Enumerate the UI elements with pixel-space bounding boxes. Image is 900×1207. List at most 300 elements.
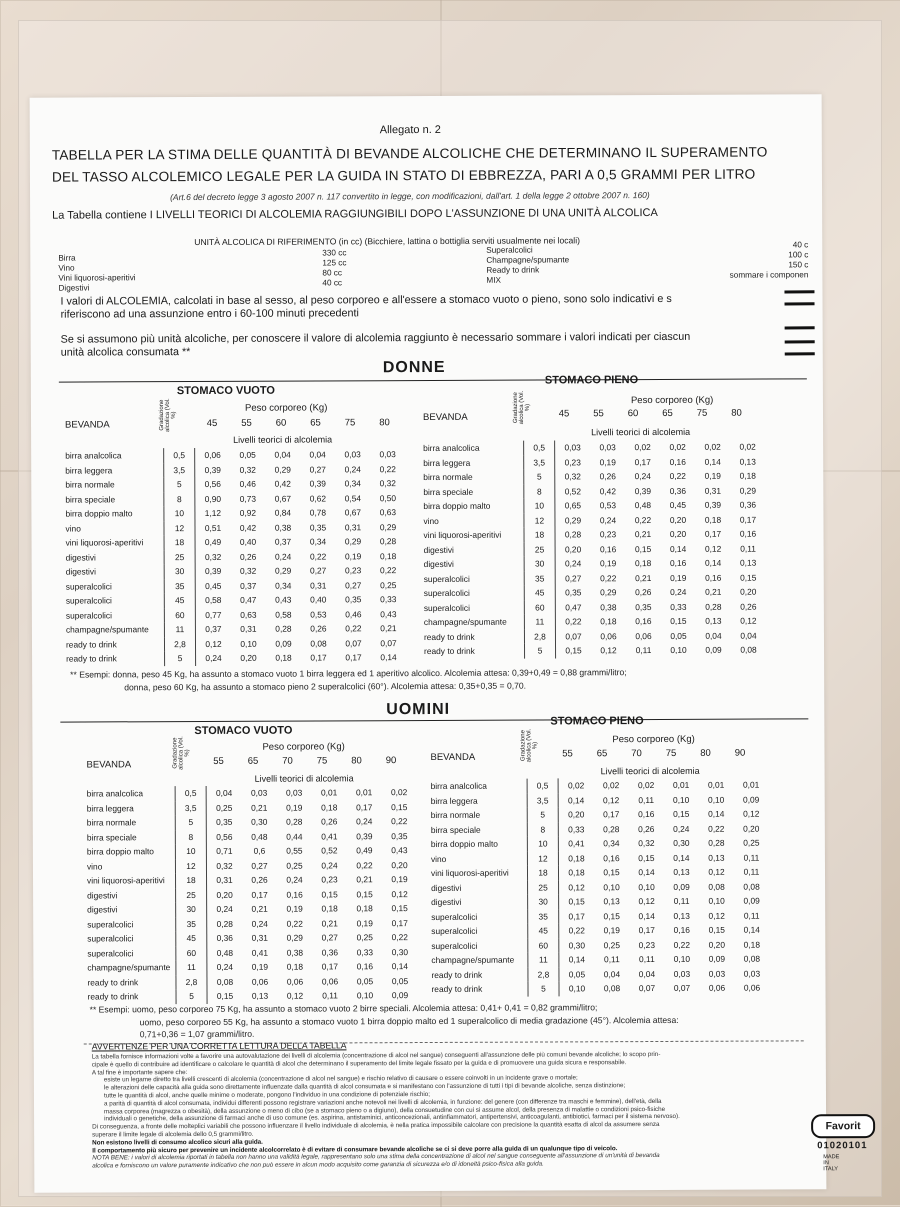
table-row [65, 462, 405, 478]
alcolemia-cell: 0,24 [286, 874, 303, 885]
alcolemia-cell: 0,03 [708, 968, 726, 979]
alcolemia-cell: 0,26 [321, 816, 338, 827]
unita-value: 100 c [788, 250, 809, 260]
weight-header: 70 [631, 748, 642, 760]
bevanda-cell: digestivi [423, 559, 454, 570]
alcolemia-cell: 0,26 [310, 623, 327, 634]
alcolemia-cell: 0,02 [669, 442, 686, 453]
alcolemia-cell: 0,35 [635, 601, 652, 612]
gradazione-cell: 3,5 [524, 455, 555, 470]
alcolemia-cell: 0,20 [669, 514, 687, 525]
alcolemia-cell: 0,21 [251, 903, 268, 915]
alcolemia-cell: 0,17 [634, 456, 651, 467]
alcolemia-cell: 0,32 [564, 471, 581, 482]
alcolemia-cell: 0,11 [743, 866, 760, 877]
alcolemia-cell: 0,10 [568, 983, 586, 994]
alcolemia-cell: 0,38 [286, 947, 304, 958]
table-row [423, 440, 765, 456]
alcolemia-cell: 0,03 [564, 442, 581, 453]
alcolemia-cell: 1,12 [204, 508, 222, 519]
alcolemia-cell: 0,12 [708, 866, 725, 878]
bevanda-cell: champagne/spumante [87, 962, 171, 973]
alcolemia-cell: 0,08 [216, 976, 234, 987]
alcolemia-cell: 0,48 [251, 831, 268, 842]
alcolemia-cell: 0,55 [286, 845, 303, 856]
alcolemia-cell: 0,11 [322, 990, 338, 1001]
alcolemia-cell: 0,14 [708, 808, 725, 820]
alcolemia-cell: 0,22 [568, 925, 585, 936]
table-row [424, 556, 766, 572]
alcolemia-cell: 0,14 [704, 557, 722, 569]
table-row [87, 945, 417, 961]
bevanda-cell: birra doppio malto [430, 838, 498, 850]
alcolemia-cell: 0,92 [239, 507, 257, 519]
alcolemia-cell: 0,19 [391, 874, 408, 885]
bevanda-cell: vino [86, 861, 103, 872]
alcolemia-cell: 0,22 [391, 816, 408, 827]
alcolemia-cell: 0,09 [708, 953, 726, 965]
table-row [87, 858, 417, 874]
alcolemia-cell: 0,10 [356, 990, 374, 1001]
uomini-example-1: ** Esempi: uomo, peso corporeo 75 Kg, ha assunto a stomaco vuoto 2 birre speciali. Alcolemia attesa: 0,41+ 0,41 = 0,82 grammi/litro; [89, 1002, 598, 1015]
alcolemia-cell: 0,49 [356, 845, 373, 856]
alcolemia-cell: 0,19 [356, 917, 373, 929]
gradazione-cell: 10 [527, 836, 558, 851]
bevanda-cell: birra leggera [430, 795, 478, 806]
avvertenze-line: alcolica e forniscono un valore puramente indicativo che non può essere in alcun modo acquisito come garanzia di sicurezza e/o di idoneità psico-fisica alla guida. [92, 1160, 544, 1170]
alcolemia-cell: 0,31 [704, 485, 722, 496]
alcolemia-cell: 0,54 [344, 493, 362, 504]
table-row [66, 650, 406, 666]
donne-pieno-table [423, 440, 766, 659]
alcolemia-cell: 0,11 [638, 794, 655, 805]
alcolemia-cell: 0,21 [321, 918, 338, 929]
alcolemia-cell: 0,29 [739, 485, 757, 496]
alcolemia-cell: 0,23 [345, 565, 362, 576]
alcolemia-cell: 0,22 [345, 623, 362, 634]
alcolemia-cell: 0,45 [205, 580, 222, 591]
alcolemia-cell: 0,18 [321, 903, 338, 914]
alcolemia-cell: 0,01 [707, 779, 725, 791]
gradazione-cell: 60 [176, 945, 207, 960]
alcolemia-cell: 0,31 [251, 932, 268, 944]
bevanda-cell: digestivi [87, 890, 118, 901]
bevanda-cell: ready to drink [423, 631, 475, 642]
donne-pieno-peso: Peso corporeo (Kg) [630, 394, 714, 407]
alcolemia-cell: 0,13 [705, 615, 722, 627]
alcolemia-cell: 0,08 [310, 638, 327, 649]
unita-name: MIX [486, 275, 501, 285]
alcolemia-cell: 0,12 [600, 645, 617, 656]
gradazione-cell: 12 [527, 851, 558, 866]
alcolemia-cell: 0,37 [205, 624, 222, 635]
alcolemia-cell: 0,34 [309, 536, 327, 547]
alcolemia-cell: 0,35 [391, 830, 408, 841]
alcolemia-cell: 0,18 [743, 939, 760, 950]
alcolemia-cell: 0,23 [321, 874, 338, 885]
alcolemia-cell: 0,29 [275, 565, 292, 576]
alcolemia-cell: 0,21 [635, 572, 652, 583]
alcolemia-cell: 0,20 [740, 586, 757, 597]
alcolemia-cell: 0,35 [345, 594, 362, 605]
alcolemia-cell: 0,03 [250, 787, 268, 799]
alcolemia-cell: 0,19 [599, 456, 616, 467]
table-row [424, 628, 766, 644]
bevanda-cell: birra speciale [65, 494, 116, 505]
alcolemia-cell: 0,67 [344, 507, 362, 518]
alcolemia-cell: 0,41 [568, 838, 585, 849]
alcolemia-cell: 0,71 [216, 846, 233, 857]
gradazione-cell: 45 [176, 931, 207, 946]
uomini-vuoto-table [87, 785, 418, 1004]
gradazione-cell: 35 [524, 571, 555, 586]
alcolemia-cell: 0,06 [321, 976, 339, 987]
alcolemia-cell: 0,15 [356, 888, 373, 900]
alcolemia-cell: 0,14 [391, 961, 409, 972]
alcolemia-cell: 0,17 [391, 917, 408, 928]
alcolemia-cell: 0,26 [599, 471, 616, 482]
favorit-logo-text: Favorit [825, 1120, 861, 1133]
uomini-vuoto-peso: Peso corporeo (Kg) [262, 741, 345, 753]
alcolemia-cell: 0,20 [568, 809, 585, 820]
donne-vuoto-label: STOMACO VUOTO [176, 384, 275, 398]
made-in-italy: MADE IN ITALY [823, 1154, 840, 1173]
alcolemia-cell: 0,43 [380, 608, 397, 619]
donne-vuoto-bevanda-header: BEVANDA [65, 419, 110, 431]
table-row [431, 865, 769, 881]
donne-example-1: ** Esempi: donna, peso 45 Kg, ha assunto a stomaco vuoto 1 birra leggera ed 1 aperitivo alcolico. Alcolemia attesa: 0,39+0,49 = 0,88 grammi/litro; [70, 667, 627, 680]
bevanda-cell: ready to drink [431, 969, 483, 980]
alcolemia-cell: 0,16 [599, 543, 617, 554]
title-line-2: DEL TASSO ALCOLEMICO LEGALE PER LA GUIDA IN STATO DI EBBREZZA, PARI A 0,5 GRAMMI PER LITRO [51, 166, 756, 185]
alcolemia-cell: 0,24 [205, 653, 222, 664]
alcolemia-cell: 0,38 [600, 601, 617, 612]
gradazione-cell: 60 [164, 608, 195, 623]
table-row [424, 599, 766, 615]
alcolemia-cell: 0,77 [205, 609, 222, 620]
gradazione-cell: 45 [524, 585, 555, 600]
alcolemia-cell: 0,18 [286, 961, 304, 972]
bevanda-cell: ready to drink [87, 991, 139, 1002]
alcolemia-cell: 0,24 [356, 816, 373, 827]
gradazione-cell: 35 [176, 916, 207, 931]
alcolemia-cell: 0,20 [391, 859, 408, 870]
gradazione-cell: 5 [175, 815, 206, 830]
bevanda-cell: birra analcolica [430, 780, 487, 792]
table-row [431, 778, 769, 794]
bevanda-cell: superalcolici [431, 911, 478, 922]
alcolemia-cell: 0,21 [380, 623, 397, 634]
table-row [431, 894, 769, 910]
gradazione-cell: 2,8 [164, 637, 195, 652]
alcolemia-cell: 0,15 [321, 889, 338, 900]
table-row [87, 901, 417, 917]
alcolemia-cell: 0,18 [568, 867, 585, 878]
alcolemia-cell: 0,12 [286, 990, 304, 1001]
unita-value: 150 c [788, 260, 809, 270]
avvertenze-line: superare il limite legale di alcolemia dello 0,5 grammi/litro. [92, 1130, 254, 1139]
alcolemia-cell: 0,39 [309, 478, 326, 489]
alcolemia-cell: 0,18 [321, 802, 338, 813]
weight-header: 60 [627, 408, 639, 420]
alcolemia-cell: 0,15 [216, 991, 234, 1002]
table-row [87, 930, 417, 946]
gradazione-cell: 5 [527, 807, 558, 822]
info-paragraph-2a: Se si assumono più unità alcoliche, per conoscere il valore di alcolemia raggiunto è necessario sommare i valori indicati per ciascun [60, 330, 691, 346]
alcolemia-cell: 0,26 [740, 601, 757, 612]
alcolemia-cell: 0,36 [739, 499, 757, 510]
alcolemia-cell: 0,04 [638, 968, 656, 979]
table-row [88, 988, 418, 1004]
alcolemia-cell: 0,02 [739, 441, 756, 452]
table-row [87, 916, 417, 932]
intro-line: La Tabella contiene I LIVELLI TEORICI DI ALCOLEMIA RAGGIUNGIBILI DOPO L'ASSUNZIONE DI UNA UNITÀ ALCOLICA [52, 206, 658, 222]
alcolemia-cell: 0,07 [673, 983, 691, 994]
alcolemia-cell: 0,07 [345, 638, 362, 649]
alcolemia-cell: 0,32 [240, 565, 257, 577]
bevanda-cell: birra speciale [423, 486, 474, 497]
uomini-vuoto-bevanda-header: BEVANDA [86, 759, 132, 771]
bevanda-cell: ready to drink [424, 646, 475, 657]
table-row [87, 785, 417, 801]
alcolemia-cell: 0,08 [743, 881, 760, 892]
avvertenze-line: esiste un legame diretto tra livelli crescenti di alcolemia (concentrazione di alcol nel sangue) e rischio relativo di causare o essere coinvolti in un incidente grave o mortale; [103, 1074, 578, 1084]
bevanda-cell: birra normale [86, 817, 137, 828]
alcolemia-cell: 0,73 [239, 493, 257, 504]
bevanda-cell: birra normale [65, 479, 115, 490]
table-row [65, 505, 405, 521]
alcolemia-cell: 0,21 [251, 802, 268, 813]
unita-name: Digestivi [58, 283, 90, 293]
alcolemia-cell: 0,26 [638, 823, 655, 834]
table-row [431, 879, 769, 895]
bevanda-cell: ready to drink [65, 639, 117, 650]
gradazione-cell: 25 [524, 542, 555, 557]
alcolemia-cell: 0,17 [251, 889, 268, 900]
gradazione-cell: 0,5 [175, 786, 206, 801]
alcolemia-cell: 0,15 [391, 801, 408, 812]
alcolemia-cell: 0,84 [274, 507, 292, 518]
alcolemia-cell: 0,06 [251, 976, 269, 987]
info-paragraph-2b: unità alcolica consumata ** [60, 346, 191, 359]
table-row [431, 952, 769, 968]
bevanda-cell: superalcolici [431, 940, 478, 951]
table-row [431, 966, 769, 982]
table-row [66, 563, 406, 579]
gradazione-cell: 18 [527, 865, 558, 880]
alcolemia-cell: 0,14 [568, 954, 586, 965]
avvertenze-line: Il comportamento più sicuro per prevenire un incidente alcolcorrelato è di evitare di consumare bevande alcoliche se ci si deve porre alla guida di un qualunque tipo di veicolo. [92, 1144, 618, 1155]
alcolemia-cell: 0,22 [600, 572, 617, 583]
alcolemia-cell: 0,24 [634, 471, 651, 482]
unita-name: Vini liquorosi-aperitivi [58, 273, 136, 283]
alcolemia-cell: 0,06 [635, 630, 652, 641]
bevanda-cell: superalcolici [423, 602, 470, 613]
alcolemia-cell: 0,09 [743, 895, 760, 906]
alcolemia-cell: 0,42 [599, 485, 617, 496]
alcolemia-cell: 0,07 [565, 631, 582, 642]
bevanda-cell: ready to drink [87, 977, 139, 988]
table-row [66, 592, 406, 608]
bevanda-cell: digestivi [431, 882, 462, 893]
divider [59, 378, 807, 382]
alcolemia-cell: 0,18 [275, 652, 292, 663]
alcolemia-cell: 0,10 [708, 895, 725, 907]
alcolemia-cell: 0,05 [356, 975, 374, 987]
alcolemia-cell: 0,27 [565, 573, 582, 584]
weight-header: 45 [206, 417, 218, 429]
bevanda-cell: birra leggera [65, 465, 113, 476]
bevanda-cell: digestivi [431, 897, 462, 908]
alcolemia-cell: 0,28 [216, 918, 233, 929]
weight-header: 80 [379, 417, 390, 429]
weight-header: 55 [213, 755, 224, 767]
bevanda-cell: birra speciale [86, 832, 137, 843]
avvertenze-line: tutte le quantità di alcol, anche quelle minime o moderate, pongono l'individuo in una condizione di potenziale rischio; [103, 1090, 431, 1100]
alcolemia-cell: 0,13 [673, 910, 690, 921]
table-row [66, 636, 406, 652]
alcolemia-cell: 0,24 [216, 962, 234, 973]
gradazione-cell: 12 [164, 521, 195, 536]
alcolemia-cell: 0,06 [743, 982, 761, 993]
alcolemia-cell: 0,32 [204, 551, 222, 562]
alcolemia-cell: 0,34 [344, 478, 361, 489]
alcolemia-cell: 0,11 [639, 954, 655, 965]
alcolemia-cell: 0,02 [390, 787, 408, 798]
gradazione-cell: 30 [528, 894, 559, 909]
alcolemia-cell: 0,22 [634, 514, 652, 525]
alcolemia-cell: 0,04 [603, 968, 621, 979]
alcolemia-cell: 0,07 [638, 983, 656, 994]
alcolemia-cell: 0,42 [274, 478, 291, 489]
table-row [424, 570, 766, 586]
gradazione-cell: 10 [164, 506, 195, 521]
alcolemia-cell: 0,31 [310, 580, 327, 591]
alcolemia-cell: 0,11 [743, 910, 760, 921]
bevanda-cell: birra doppio malto [86, 846, 154, 857]
alcolemia-cell: 0,20 [708, 939, 725, 950]
alcolemia-cell: 0,18 [739, 470, 756, 481]
alcolemia-cell: 0,6 [253, 845, 266, 857]
alcolemia-cell: 0,19 [286, 903, 303, 914]
alcolemia-cell: 0,01 [355, 787, 373, 798]
alcolemia-cell: 0,03 [673, 968, 691, 979]
gradazione-cell: 60 [524, 600, 555, 615]
table-row [66, 549, 406, 565]
alcolemia-cell: 0,40 [310, 594, 327, 605]
bevanda-cell: champagne/spumante [423, 616, 507, 628]
bevanda-cell: vini liquorosi-aperitivi [430, 867, 509, 879]
alcolemia-cell: 0,30 [251, 816, 268, 828]
alcolemia-cell: 0,08 [603, 983, 621, 994]
table-row [66, 621, 406, 637]
alcolemia-cell: 0,42 [239, 522, 257, 533]
uomini-title: UOMINI [386, 700, 451, 719]
alcolemia-cell: 0,12 [603, 794, 620, 805]
alcolemia-cell: 0,16 [739, 528, 757, 539]
alcolemia-cell: 0,22 [669, 471, 686, 482]
table-row [431, 981, 769, 997]
alcolemia-cell: 0,47 [565, 602, 582, 613]
alcolemia-cell: 0,27 [321, 932, 338, 943]
alcolemia-cell: 0,08 [740, 644, 757, 655]
alcolemia-cell: 0,52 [564, 486, 582, 497]
table-row [87, 887, 417, 903]
bevanda-cell: ready to drink [66, 653, 117, 664]
alcolemia-cell: 0,23 [564, 457, 581, 468]
gradazione-cell: 0,5 [524, 440, 555, 455]
alcolemia-cell: 0,12 [704, 543, 722, 554]
alcolemia-cell: 0,31 [216, 875, 233, 886]
uomini-example-3: 0,71+0,36 = 1,07 grammi/litro. [139, 1028, 255, 1040]
gradazione-cell: 35 [528, 909, 559, 924]
avvertenze-line: A tal fine è importante sapere che: [91, 1068, 188, 1077]
alcolemia-cell: 0,25 [356, 932, 373, 943]
alcolemia-cell: 0,08 [743, 953, 761, 964]
alcolemia-cell: 0,24 [216, 904, 233, 915]
weight-header: 70 [282, 755, 293, 767]
alcolemia-cell: 0,50 [379, 492, 397, 503]
alcolemia-cell: 0,26 [635, 587, 652, 598]
alcolemia-cell: 0,13 [251, 990, 269, 1002]
donne-pieno-livelli: Livelli teorici di alcolemia [591, 426, 691, 438]
edge-mark [784, 290, 814, 293]
table-row [87, 872, 417, 888]
alcolemia-cell: 0,25 [743, 837, 760, 848]
gradazione-cell: 3,5 [527, 793, 558, 808]
alcolemia-cell: 0,22 [391, 932, 408, 943]
alcolemia-cell: 0,22 [379, 463, 396, 474]
alcolemia-cell: 0,26 [251, 874, 268, 886]
alcolemia-cell: 0,16 [669, 456, 686, 467]
weight-header: 55 [562, 748, 573, 760]
favorit-logo [811, 1114, 875, 1138]
alcolemia-cell: 0,19 [344, 551, 362, 562]
alcolemia-cell: 0,24 [599, 514, 617, 525]
bevanda-cell: birra leggera [86, 803, 134, 814]
alcolemia-cell: 0,41 [251, 947, 269, 958]
alcolemia-cell: 0,24 [673, 823, 690, 834]
gradazione-cell: 11 [164, 622, 195, 637]
alcolemia-cell: 0,24 [344, 464, 361, 475]
alcolemia-cell: 0,10 [240, 638, 257, 649]
alcolemia-cell: 0,17 [638, 925, 655, 936]
weight-header: 65 [662, 407, 673, 419]
bevanda-cell: birra doppio malto [65, 508, 133, 519]
table-row [65, 491, 405, 507]
unita-heading: UNITÀ ALCOLICA DI RIFERIMENTO (in cc) (Bicchiere, lattina o bottiglia serviti usualmente nei locali) [194, 235, 580, 248]
alcolemia-cell: 0,36 [669, 485, 687, 496]
alcolemia-cell: 0,39 [204, 464, 221, 475]
alcolemia-cell: 0,16 [635, 616, 652, 627]
alcolemia-cell: 0,08 [708, 881, 725, 892]
unita-value: 80 cc [322, 268, 342, 278]
alcolemia-cell: 0,28 [603, 823, 620, 834]
alcolemia-cell: 0,39 [356, 830, 373, 842]
alcolemia-cell: 0,06 [204, 450, 221, 461]
alcolemia-cell: 0,30 [391, 946, 409, 957]
alcolemia-cell: 0,20 [240, 652, 257, 664]
weight-header: 45 [558, 408, 570, 420]
alcolemia-cell: 0,20 [743, 823, 760, 834]
avvertenze-line: massa corporea (magrezza o obesità), della assunzione o meno di cibo (se a stomaco pieno o a digiuno), della consuetudine con cui si assume alcol, della presenza di malattie o condizioni psico-fisiche [104, 1105, 666, 1116]
uomini-vuoto-livelli: Livelli teorici di alcolemia [254, 773, 354, 784]
gradazione-cell: 2,8 [176, 974, 207, 989]
uomini-example-2: uomo, peso corporeo 55 Kg, ha assunto a stomaco vuoto 1 birra doppio malto ed 1 superalcolico di media gradazione (45°). Alcolemia attesa: [139, 1014, 679, 1028]
donne-vuoto-gradazione: Gradazione alcolica (Vol. %) [158, 398, 178, 432]
alcolemia-cell: 0,90 [204, 493, 222, 504]
table-row [431, 807, 769, 823]
